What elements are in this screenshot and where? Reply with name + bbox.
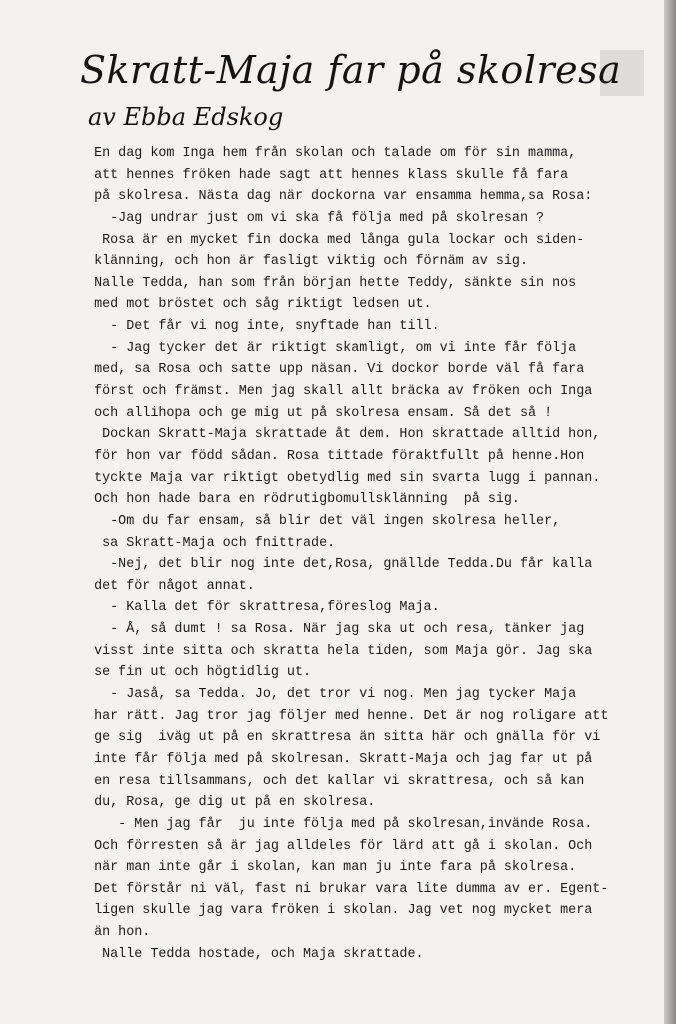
text-line: och allihopa och ge mig ut på skolresa ensam. Så det så ! [78, 405, 553, 421]
text-line: har rätt. Jag tror jag följer med henne. Det är nog roligare att [78, 708, 609, 724]
story-title: Skratt-Maja far på skolresa [80, 48, 622, 92]
text-line: - Jag tycker det är riktigt skamligt, om vi inte får följa [78, 340, 577, 356]
text-line: Dockan Skratt-Maja skrattade åt dem. Hon skrattade alltid hon, [78, 427, 601, 443]
text-line: -Nej, det blir nog inte det,Rosa, gnällde Tedda.Du får kalla [78, 557, 593, 573]
text-line: med, sa Rosa och satte upp näsan. Vi dockor borde väl få fara [78, 362, 585, 378]
author-byline: av Ebba Edskog [88, 103, 284, 131]
story-body [78, 143, 658, 965]
text-line: inte får följa med på skolresan. Skratt-Maja och jag far ut på [78, 751, 593, 767]
text-line: du, Rosa, ge dig ut på en skolresa. [78, 795, 376, 811]
text-line: - Jaså, sa Tedda. Jo, det tror vi nog. Men jag tycker Maja [78, 687, 577, 703]
text-line: Nalle Tedda, han som från början hette Teddy, sänkte sin nos [78, 275, 577, 291]
text-line: se fin ut och högtidlig ut. [78, 665, 312, 681]
text-line: för hon var född sådan. Rosa tittade föraktfullt på henne.Hon [78, 448, 585, 464]
text-line: ligen skulle jag vara fröken i skolan. Jag vet nog mycket mera [78, 903, 593, 919]
text-line: en resa tillsammans, och det kallar vi skrattresa, och så kan [78, 773, 585, 789]
text-line: - Å, så dumt ! sa Rosa. När jag ska ut och resa, tänker jag [78, 622, 585, 638]
page-edge [664, 0, 676, 1024]
text-line: att hennes fröken hade sagt att hennes klass skulle få fara [78, 167, 569, 183]
text-line: Det förstår ni väl, fast ni brukar vara lite dumma av er. Egent- [78, 881, 609, 897]
text-line: tyckte Maja var riktigt obetydlig med sin svarta lugg i pannan. [78, 470, 601, 486]
text-line: än hon. [78, 925, 151, 941]
text-line: - Men jag får ju inte följa med på skolresan,invände Rosa. [78, 816, 593, 832]
text-line: visst inte sitta och skratta hela tiden, som Maja gör. Jag ska [78, 643, 593, 659]
text-line: ge sig iväg ut på en skrattresa än sitta här och gnälla för vi [78, 730, 601, 746]
text-line: - Det får vi nog inte, snyftade han till. [78, 319, 440, 335]
text-line: -Om du far ensam, så blir det väl ingen skolresa heller, [78, 513, 561, 529]
text-line: Rosa är en mycket fin docka med långa gula lockar och siden- [78, 232, 585, 248]
text-line: det för något annat. [78, 578, 255, 594]
text-line: Och förresten så är jag alldeles för lärd att gå i skolan. Och [78, 838, 593, 854]
text-line: klänning, och hon är fasligt viktig och förnäm av sig. [78, 254, 528, 270]
text-line: Nalle Tedda hostade, och Maja skrattade. [78, 946, 424, 962]
text-line: först och främst. Men jag skall allt bräcka av fröken och Inga [78, 384, 593, 400]
text-line: -Jag undrar just om vi ska få följa med på skolresan ? [78, 210, 545, 226]
text-line: när man inte går i skolan, kan man ju inte fara på skolresa. [78, 860, 577, 876]
text-line: på skolresa. Nästa dag när dockorna var ensamma hemma,sa Rosa: [78, 189, 593, 205]
text-line: - Kalla det för skrattresa,föreslog Maja. [78, 600, 440, 616]
text-line: En dag kom Inga hem från skolan och talade om för sin mamma, [78, 146, 577, 161]
text-line: sa Skratt-Maja och fnittrade. [78, 535, 336, 551]
text-line: med mot bröstet och såg riktigt ledsen ut. [78, 297, 432, 313]
text-line: Och hon hade bara en rödrutigbomullsklänning på sig. [78, 492, 520, 508]
